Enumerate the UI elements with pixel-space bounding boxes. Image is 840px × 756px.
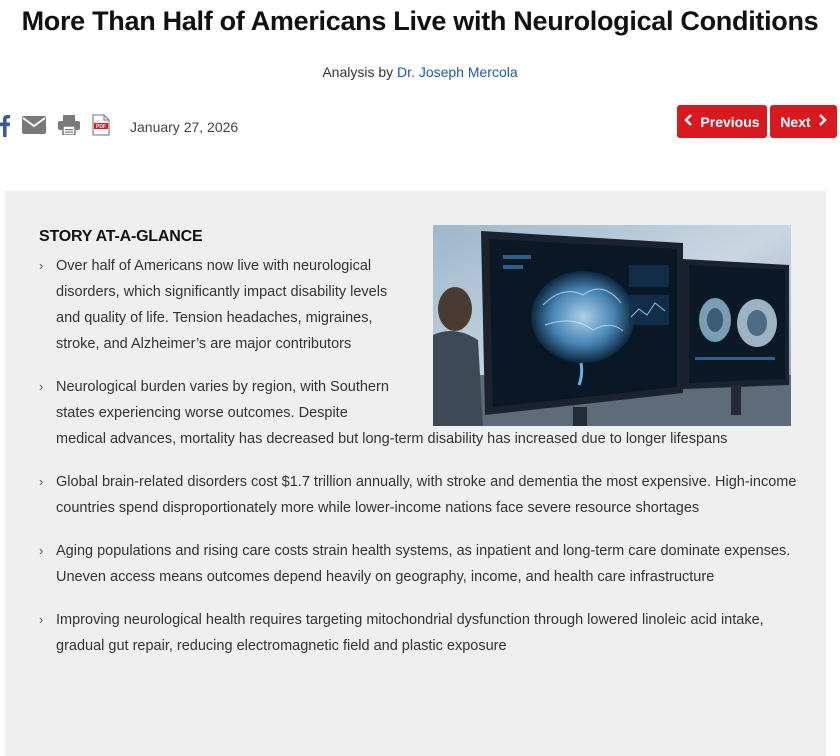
bullet-text-continued: medical advances, mortality has decreased but long-term disability has increased due to longer lifespans [56,431,728,447]
chevron-right-icon: › [39,379,44,394]
chevron-right-icon: › [39,258,44,273]
chevron-right-icon: › [39,474,44,489]
list-item [39,469,799,521]
bullet-text: Improving neurological health requires targeting mitochondrial dysfunction through lowered linoleic acid intake, gradual gut repair, reducing electromagnetic field and plastic exposure [56,612,764,654]
list-item [39,538,799,590]
bullet-text: Aging populations and rising care costs strain health systems, as inpatient and long-term care dominate expenses. Uneven access means outcomes depend heavily on geography, income, and health care infrastructure [56,543,791,585]
pdf-icon[interactable] [92,114,110,141]
bullet-text: Over half of Americans now live with neurological disorders, which significantly impact disability levels and quality of life. Tension headaches, migraines, stroke, and Alzheimer’s are major contributors [56,258,388,352]
facebook-icon[interactable] [0,113,10,142]
author-link[interactable]: Dr. Joseph Mercola [397,64,518,80]
article-title: More Than Half of Americans Live with Neurological Conditions [21,6,819,36]
list-item [39,607,799,659]
byline-prefix: Analysis by [322,64,394,80]
previous-button[interactable] [677,105,767,138]
glance-heading: STORY AT-A-GLANCE [39,228,203,245]
publish-date: January 27, 2026 [130,119,239,135]
glance-bullet-list [39,253,799,676]
bullet-text: Neurological burden varies by region, with Southern states experiencing worse outcomes. Despite [56,379,389,421]
byline [0,64,840,80]
chevron-right-icon [818,114,827,129]
list-item [39,253,409,357]
email-icon[interactable] [22,116,46,139]
list-item [39,374,799,452]
print-icon[interactable] [58,115,80,140]
next-label: Next [780,113,811,130]
bullet-text: Global brain-related disorders cost $1.7 trillion annually, with stroke and dementia the most expensive. High-income countries spend disproportionately more while lower-income nations face severe resource shortages [56,474,797,516]
share-toolbar [0,112,238,142]
pdf-icon-label: PDF [96,123,106,130]
chevron-left-icon [684,114,693,129]
chevron-right-icon: › [39,543,44,558]
chevron-right-icon: › [39,612,44,627]
next-button[interactable] [770,105,837,138]
story-at-a-glance [5,191,826,756]
previous-label: Previous [700,113,760,130]
